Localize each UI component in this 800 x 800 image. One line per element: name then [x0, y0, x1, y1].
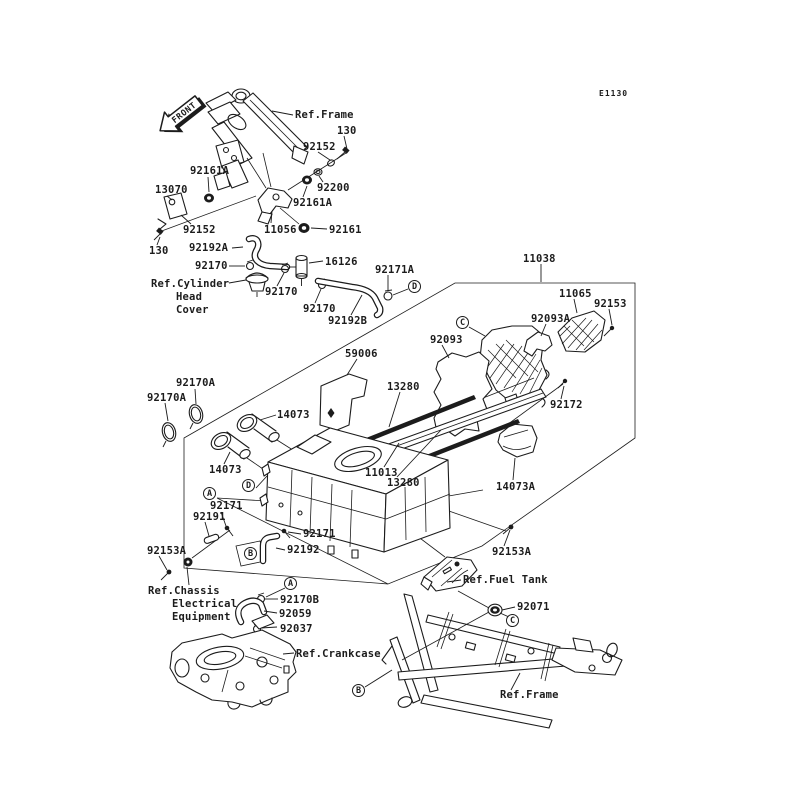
part-label-92200: 92200: [317, 182, 350, 194]
part-label-11013: 11013: [365, 467, 398, 479]
grommet-92161: [299, 223, 310, 233]
part-label-ref-crankcase: Ref.Crankcase: [296, 648, 381, 660]
grommet-92071: [488, 604, 502, 616]
part-label-92093: 92093: [430, 334, 463, 346]
funnel-14073-2: [208, 429, 252, 460]
part-label-92059: 92059: [279, 608, 312, 620]
part-label-13280-a: 13280: [387, 381, 420, 393]
clamp-92171a: [384, 290, 392, 300]
part-label-ref-cylinder-1: Ref.Cylinder: [151, 278, 230, 290]
callout-b-2: B: [244, 547, 257, 560]
part-label-ref-cylinder-2: Head: [176, 291, 203, 303]
part-label-ref-frame-top: Ref.Frame: [295, 109, 354, 121]
callout-a-1: A: [284, 577, 297, 590]
clamp-92170a-2: [160, 421, 177, 447]
part-label-92170b: 92170B: [280, 594, 320, 606]
part-label-92071: 92071: [517, 601, 550, 613]
bolt-92153a-left: [161, 570, 171, 580]
part-label-92152-a: 92152: [303, 141, 336, 153]
part-label-59006: 59006: [345, 348, 378, 360]
part-label-92171-a: 92171: [210, 500, 243, 512]
collar-92200: [314, 169, 322, 175]
callout-a-0: A: [203, 487, 216, 500]
bolt-92171-1: [225, 526, 233, 536]
callout-b-3: B: [352, 684, 365, 697]
nut-ref-chassis: [184, 558, 193, 567]
bolt-92171-2: [282, 529, 290, 538]
crankcase-sketch: [170, 615, 296, 709]
part-label-92161a-b: 92161A: [293, 197, 333, 209]
callout-c-4: C: [456, 316, 469, 329]
part-label-92170-c: 92170: [303, 303, 336, 315]
valve-16126: [290, 256, 307, 287]
bolt-92153a-right: [503, 525, 513, 534]
part-label-ref-chassis-2: Electrical: [172, 598, 238, 610]
part-label-92093a: 92093A: [531, 313, 571, 325]
part-label-92172: 92172: [550, 399, 583, 411]
callout-c-5: C: [506, 614, 519, 627]
part-label-11056: 11056: [264, 224, 297, 236]
part-label-11038: 11038: [523, 253, 556, 265]
front-label: FRONT: [170, 100, 199, 126]
part-label-92170-b: 92170: [265, 286, 298, 298]
part-label-92192b: 92192B: [328, 315, 368, 327]
grommet-92161a-right: [302, 176, 312, 185]
part-label-92152-b: 92152: [183, 224, 216, 236]
callout-d-7: D: [242, 479, 255, 492]
bolt-130-bottom: [154, 228, 164, 240]
part-label-130-a: 130: [337, 125, 357, 137]
callout-d-6: D: [408, 280, 421, 293]
part-label-92191: 92191: [193, 511, 226, 523]
part-label-11065: 11065: [559, 288, 592, 300]
part-label-13280-b: 13280: [387, 477, 420, 489]
part-label-92192: 92192: [287, 544, 320, 556]
diagram-code: E1130: [599, 89, 629, 98]
part-label-ref-chassis-1: Ref.Chassis: [148, 585, 220, 597]
front-arrow: [153, 90, 211, 143]
part-label-92153: 92153: [594, 298, 627, 310]
part-label-92192a: 92192A: [189, 242, 229, 254]
part-label-92161: 92161: [329, 224, 362, 236]
part-label-16126: 16126: [325, 256, 358, 268]
clamp-92170a-1: [187, 403, 204, 429]
part-label-92170-a: 92170: [195, 260, 228, 272]
clamp-92170-1: [247, 260, 254, 270]
part-label-92153a-right: 92153A: [492, 546, 532, 558]
stay-92191: [203, 533, 219, 544]
bolt-130-top: [337, 147, 350, 159]
part-label-92037: 92037: [280, 623, 313, 635]
part-label-92170a-b: 92170A: [147, 392, 187, 404]
part-label-ref-fuel-tank: Ref.Fuel Tank: [463, 574, 548, 586]
part-label-ref-chassis-3: Equipment: [172, 611, 231, 623]
part-label-14073-b: 14073: [209, 464, 242, 476]
part-label-92170a-a: 92170A: [176, 377, 216, 389]
part-label-92171-b: 92171: [303, 528, 336, 540]
part-label-92161a-a: 92161A: [190, 165, 230, 177]
part-label-ref-cylinder-3: Cover: [176, 304, 209, 316]
part-label-ref-frame-bottom: Ref.Frame: [500, 689, 559, 701]
bracket-11056: [258, 188, 292, 224]
part-label-14073a: 14073A: [496, 481, 536, 493]
part-label-92153a-left: 92153A: [147, 545, 187, 557]
part-label-13070: 13070: [155, 184, 188, 196]
part-label-92171a: 92171A: [375, 264, 415, 276]
part-label-130-b: 130: [149, 245, 169, 257]
part-label-14073-a: 14073: [277, 409, 310, 421]
grommet-92161a-left: [204, 194, 214, 203]
seal-59006: [320, 374, 367, 430]
bolt-92153: [604, 326, 614, 336]
